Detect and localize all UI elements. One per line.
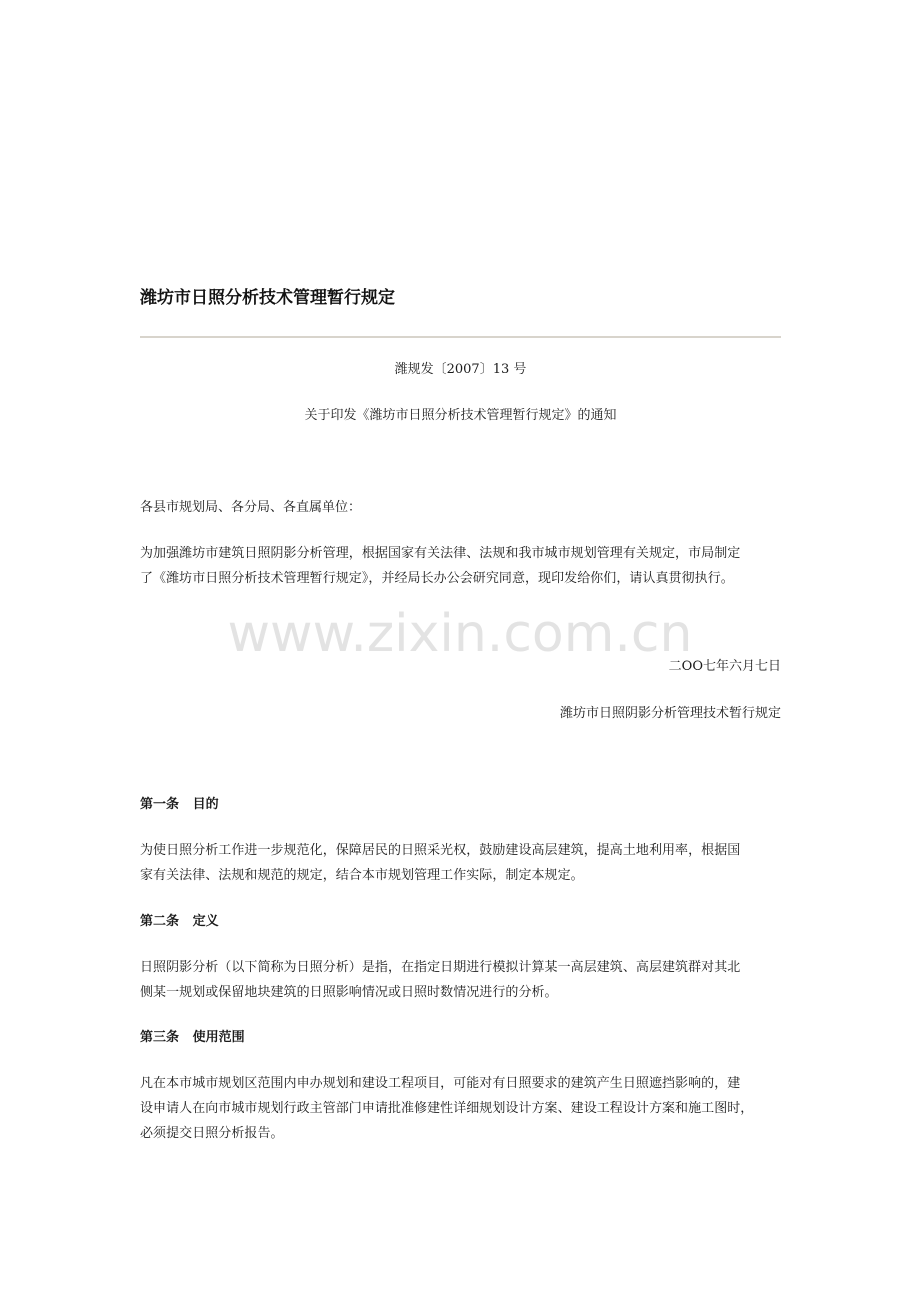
watermark: www.zixin.com.cn xyxy=(227,604,693,664)
document-title: 潍坊市日照分析技术管理暂行规定 xyxy=(140,288,395,308)
regulation-subtitle: 潍坊市日照阴影分析管理技术暂行规定 xyxy=(559,706,781,721)
article-line: 凡在本市城市规划区范围内申办规划和建设工程项目，可能对有日照要求的建筑产生日照遮挡影响的，建 xyxy=(140,1076,741,1091)
article-line: 日照阴影分析（以下简称为日照分析）是指，在指定日期进行模拟计算某一高层建筑、高层建筑群对其北 xyxy=(140,960,741,975)
article-heading: 第三条 使用范围 xyxy=(140,1030,245,1045)
article-line: 为使日照分析工作进一步规范化，保障居民的日照采光权，鼓励建设高层建筑，提高土地利用率，根据国 xyxy=(140,843,741,858)
article-line: 家有关法律、法规和规范的规定，结合本市规划管理工作实际，制定本规定。 xyxy=(140,868,584,883)
article-line: 侧某一规划或保留地块建筑的日照影响情况或日照时数情况进行的分析。 xyxy=(140,985,558,1000)
article-heading: 第二条 定义 xyxy=(140,914,219,929)
salutation: 各县市规划局、各分局、各直属单位： xyxy=(140,500,362,515)
intro-line: 为加强潍坊市建筑日照阴影分析管理，根据国家有关法律、法规和我市城市规划管理有关规定，市局制定 xyxy=(140,546,741,561)
document-number: 潍规发〔2007〕13 号 xyxy=(394,362,527,377)
issue-date: 二OO七年六月七日 xyxy=(668,659,781,674)
article-line: 必须提交日照分析报告。 xyxy=(140,1126,284,1141)
article-line: 设申请人在向市城市规划行政主管部门申请批准修建性详细规划设计方案、建设工程设计方案和施工图时， xyxy=(140,1101,754,1116)
title-divider xyxy=(140,336,781,338)
intro-line: 了《潍坊市日照分析技术管理暂行规定》，并经局长办公会研究同意，现印发给你们，请认真贯彻执行。 xyxy=(140,571,734,586)
notice-title: 关于印发《潍坊市日照分析技术管理暂行规定》的通知 xyxy=(304,408,617,423)
article-heading: 第一条 目的 xyxy=(140,797,219,812)
